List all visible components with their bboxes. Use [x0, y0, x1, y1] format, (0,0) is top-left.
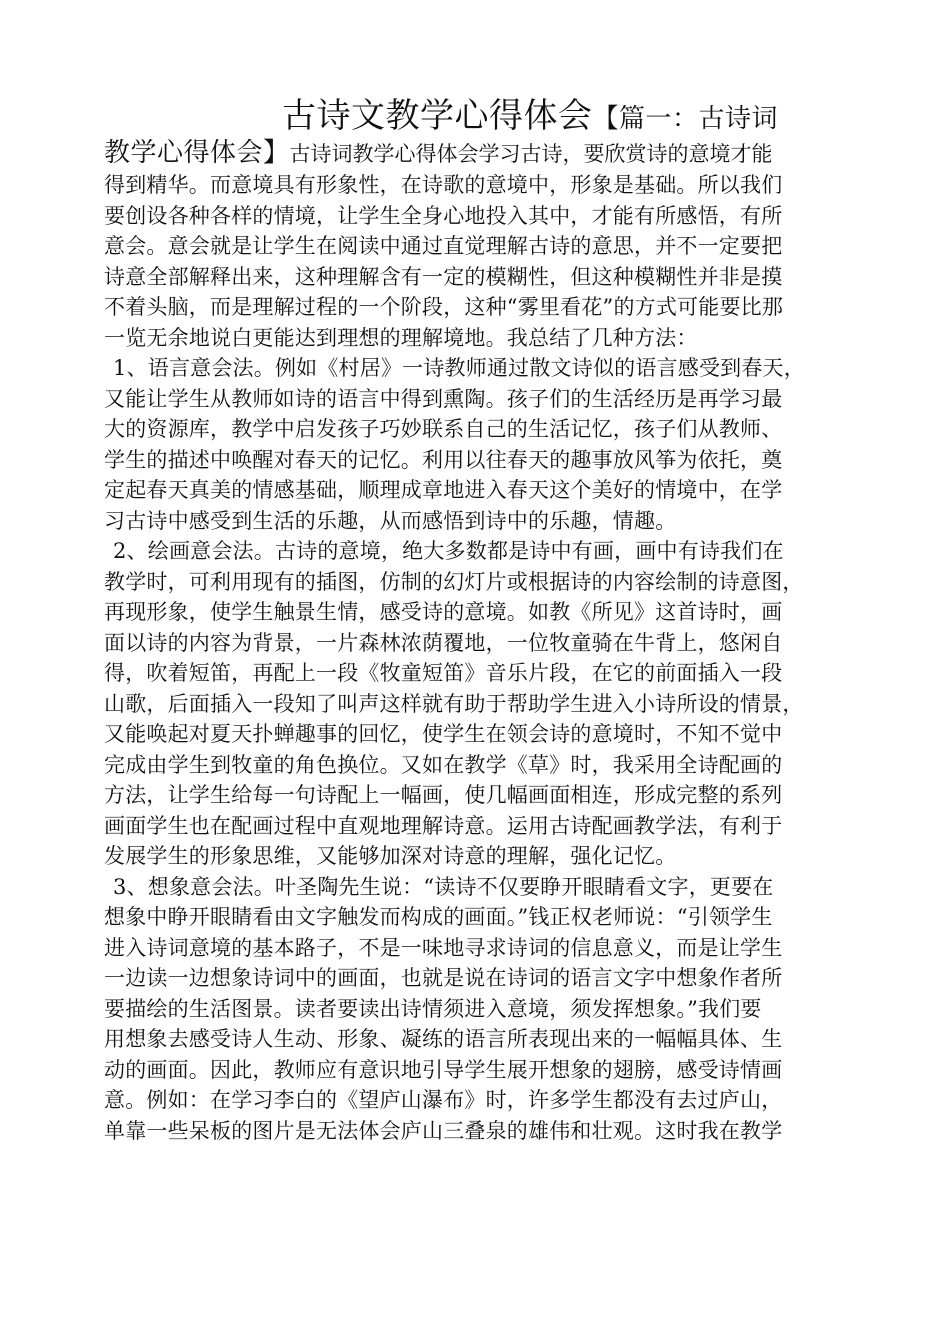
text-line: 得到精华。而意境具有形象性，在诗歌的意境中，形象是基础。所以我们 — [104, 173, 783, 197]
text-line: 山歌，后面插入一段知了叫声这样就有助于帮助学生进入小诗所设的情景， — [104, 691, 804, 716]
text-line: 学生的描述中唤醒对春天的记忆。利用以往春天的趣事放风筝为依托，奠 — [104, 447, 783, 472]
list-item-2-start: 2、绘画意会法。古诗的意境，绝大多数都是诗中有画，画中有诗我们在 — [113, 539, 784, 563]
list-item-3-start: 3、想象意会法。叶圣陶先生说：“读诗不仅要睁开眼睛看文字，更要在 — [113, 874, 774, 899]
text-line: 方法，让学生给每一句诗配上一幅画，使几幅画面相连，形成完整的系列 — [104, 783, 783, 807]
document-body — [104, 96, 864, 1146]
text-line: 再现形象，使学生触景生情，感受诗的意境。如教《所见》这首诗时，画 — [104, 600, 783, 624]
text-line: 诗意全部解释出来，这种理解含有一定的模糊性，但这种模糊性并非是摸 — [104, 264, 783, 289]
text-line: 不着头脑，而是理解过程的一个阶段，这种“雾里看花”的方式可能要比那 — [104, 295, 784, 319]
text-line: 习古诗中感受到生活的乐趣，从而感悟到诗中的乐趣，情趣。 — [104, 508, 677, 533]
text-line: 面以诗的内容为背景，一片森林浓荫覆地，一位牧童骑在牛背上，悠闲自 — [104, 630, 783, 655]
text-line: 画面学生也在配画过程中直观地理解诗意。运用古诗配画教学法，有利于 — [104, 813, 783, 838]
text-line: 得，吹着短笛，再配上一段《牧童短笛》音乐片段，在它的前面插入一段 — [104, 661, 783, 685]
text-line: 用想象去感受诗人生动、形象、凝练的语言所表现出来的一幅幅具体、生 — [104, 1027, 783, 1051]
text-line: 单靠一些呆板的图片是无法体会庐山三叠泉的雄伟和壮观。这时我在教学 — [104, 1118, 783, 1143]
text-line: 想象中睁开眼睛看由文字触发而构成的画面。”钱正权老师说：“引领学生 — [104, 905, 773, 929]
text-line: 意。例如：在学习李白的《望庐山瀑布》时，许多学生都没有去过庐山， — [104, 1088, 783, 1112]
text-line: 又能唤起对夏天扑蝉趣事的回忆，使学生在领会诗的意境时，不知不觉中 — [104, 722, 783, 746]
text-line: 要创设各种各样的情境，让学生全身心地投入其中，才能有所感悟，有所 — [104, 203, 783, 228]
text-line: 发展学生的形象思维，又能够加深对诗意的理解，强化记忆。 — [104, 844, 677, 868]
text-line: 意会。意会就是让学生在阅读中通过直觉理解古诗的意思，并不一定要把 — [104, 234, 783, 258]
text-line: 教学时，可利用现有的插图，仿制的幻灯片或根据诗的内容绘制的诗意图， — [104, 569, 804, 594]
paragraph-lines — [104, 170, 864, 1146]
section-heading-start: 【篇一：古诗词 — [592, 104, 779, 134]
text-line: 进入诗词意境的基本路子，不是一味地寻求诗词的信息意义，而是让学生 — [104, 935, 783, 960]
text-line: 大的资源库，教学中启发孩子巧妙联系自己的生活记忆，孩子们从教师、 — [104, 417, 783, 441]
text-line: 一览无余地说白更能达到理想的理解境地。我总结了几种方法： — [104, 325, 698, 350]
text-line: 动的画面。因此，教师应有意识地引导学生展开想象的翅膀，感受诗情画 — [104, 1057, 783, 1082]
paragraph-text: 古诗词教学心得体会学习古诗，要欣赏诗的意境才能 — [289, 142, 773, 166]
text-line: 定起春天真美的情感基础，顺理成章地进入春天这个美好的情境中，在学 — [104, 478, 783, 502]
heading-continuation-line — [104, 136, 864, 170]
text-line: 一边读一边想象诗词中的画面，也就是说在诗词的语言文字中想象作者所 — [104, 966, 783, 990]
section-heading-end: 教学心得体会】 — [104, 138, 290, 168]
text-line: 要描绘的生活图景。读者要读出诗情须进入意境，须发挥想象。”我们要 — [104, 996, 762, 1021]
title-line — [104, 96, 864, 136]
text-line: 完成由学生到牧童的角色换位。又如在教学《草》时，我采用全诗配画的 — [104, 752, 783, 777]
list-item-1-start: 1、语言意会法。例如《村居》一诗教师通过散文诗似的语言感受到春天， — [113, 356, 805, 380]
text-line: 又能让学生从教师如诗的语言中得到熏陶。孩子们的生活经历是再学习最 — [104, 386, 783, 411]
document-title: 古诗文教学心得体会 — [282, 96, 593, 136]
